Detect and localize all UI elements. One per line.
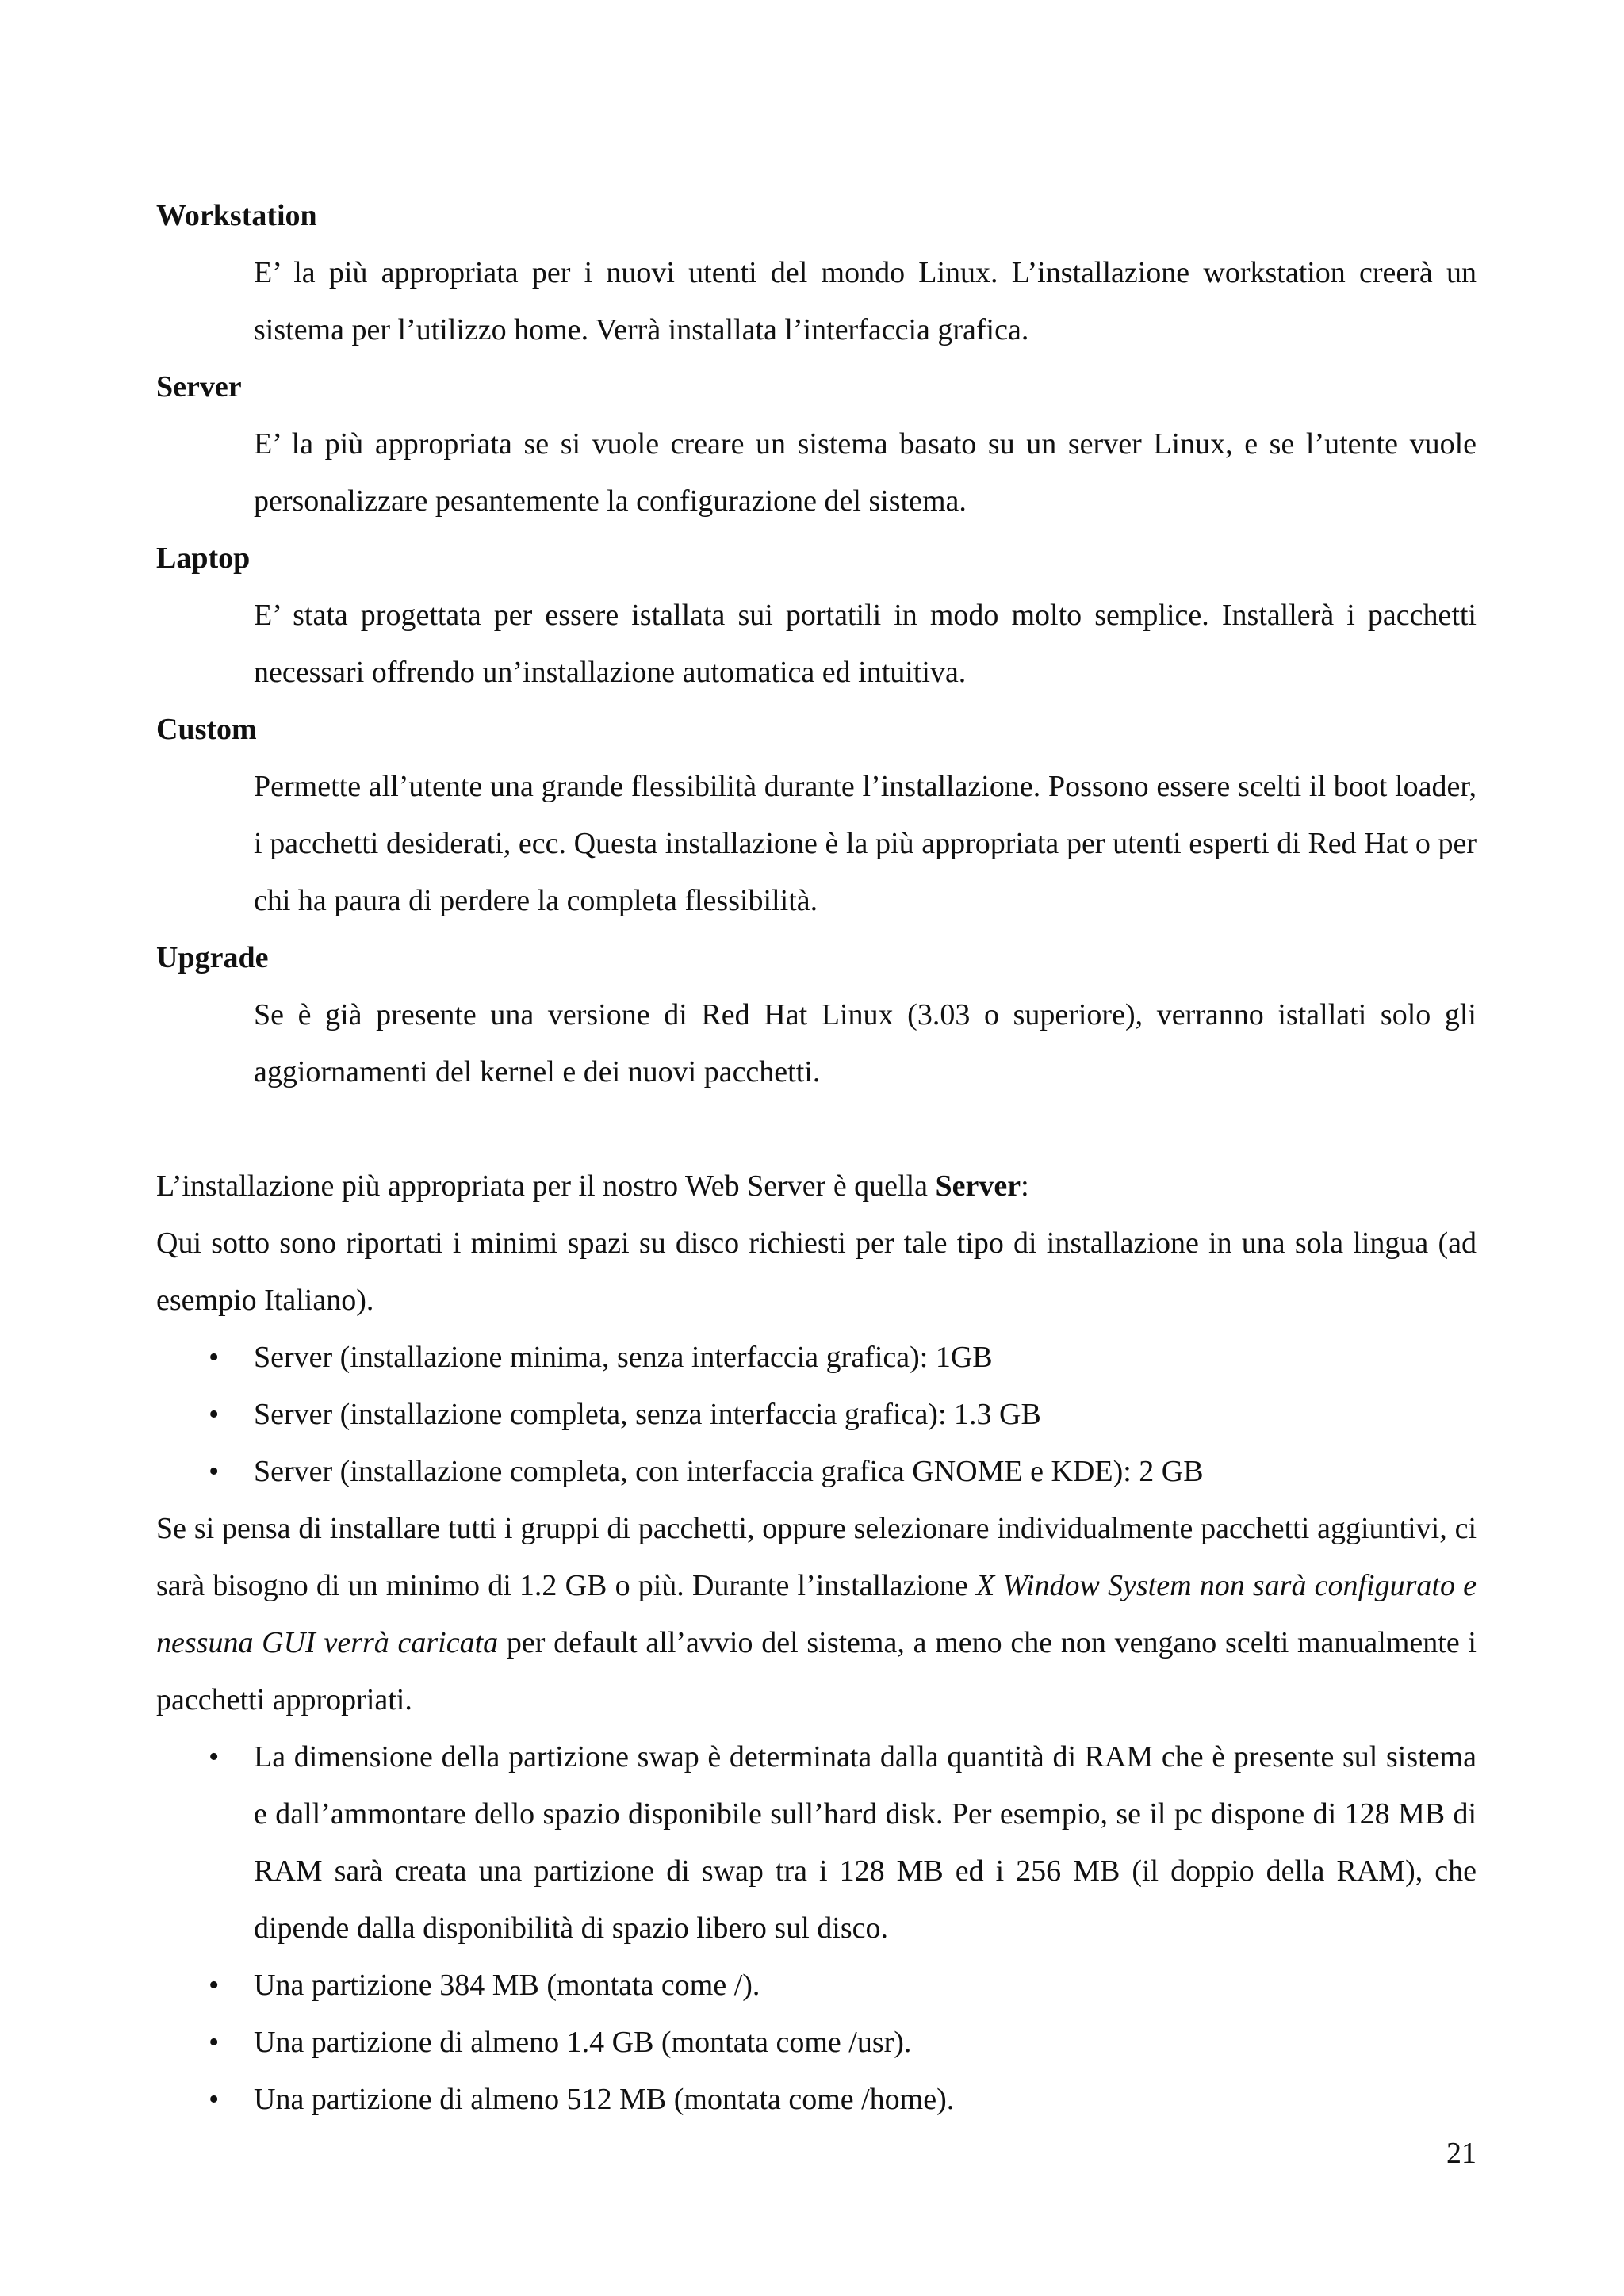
intro-paragraph — [156, 1158, 1477, 1215]
page-body — [156, 187, 1477, 2128]
spacer — [156, 1100, 1477, 1158]
list-item-text: Server (installazione completa, senza interfaccia grafica): 1.3 GB — [254, 1398, 1041, 1431]
list-item-text: Una partizione di almeno 512 MB (montata come /home). — [254, 2083, 955, 2116]
page-number: 21 — [1446, 2137, 1477, 2170]
bullet-icon: • — [209, 1740, 220, 1774]
installation-types-list — [156, 187, 1477, 1100]
description-upgrade: Se è già presente una versione di Red Hat Linux (3.03 o superiore), verranno istallati solo gli aggiornamenti del kernel e dei nuovi pacchetti. — [254, 998, 1477, 1089]
term-server: Server — [156, 370, 242, 404]
term-workstation: Workstation — [156, 199, 317, 232]
package-groups-paragraph — [156, 1500, 1477, 1728]
list-item — [156, 2071, 1477, 2128]
option-workstation — [156, 187, 1477, 358]
list-item-text: Server (installazione completa, con interfaccia grafica GNOME e KDE): 2 GB — [254, 1455, 1204, 1488]
groups-text-1: Se si pensa di installare tutti i gruppi di pacchetti, oppure selezionare individualmente pacchetti aggiuntivi, ci sarà bisogno di un minimo di 1.2 GB o più. Durante l’installazione — [156, 1512, 1477, 1602]
list-item-text: La dimensione della partizione swap è determinata dalla quantità di RAM che è presente sul sistema e dall’ammontare dello spazio disponibile sull’hard disk. Per esempio, se il pc dispone di 128 MB di RAM sarà creata una partizione di swap tra i 128 MB ed i 256 MB (il doppio della RAM), che dipende dalla disponibilità di spazio libero sul disco. — [254, 1740, 1477, 1945]
list-item — [156, 2014, 1477, 2071]
requirements-intro: Qui sotto sono riportati i minimi spazi su disco richiesti per tale tipo di installazione in una sola lingua (ad esempio Italiano). — [156, 1226, 1477, 1317]
intro-tail: : — [1021, 1169, 1029, 1203]
list-item — [156, 1443, 1477, 1500]
bullet-icon: • — [209, 1455, 220, 1488]
list-item — [156, 1728, 1477, 1957]
bullet-icon: • — [209, 1969, 220, 2002]
option-custom — [156, 701, 1477, 929]
term-upgrade: Upgrade — [156, 941, 269, 974]
list-item-text: Una partizione di almeno 1.4 GB (montata come /usr). — [254, 2026, 912, 2059]
partitions-list — [156, 1728, 1477, 2128]
list-item — [156, 1386, 1477, 1443]
groups-text-2: per default all’avvio del sistema, a meno che non vengano scelti manualmente i pacchetti appropriati. — [156, 1626, 1477, 1716]
intro-text: L’installazione più appropriata per il nostro Web Server è quella — [156, 1169, 936, 1203]
list-item-text: Una partizione 384 MB (montata come /). — [254, 1969, 760, 2002]
groups-text-italic: X Window System non sarà configurato e nessuna GUI verrà caricata — [156, 1569, 1477, 1659]
list-item-text: Server (installazione minima, senza interfaccia grafica): 1GB — [254, 1341, 993, 1374]
disk-requirements-list — [156, 1329, 1477, 1500]
description-laptop: E’ stata progettata per essere istallata sui portatili in modo molto semplice. Installerà i pacchetti necessari offrendo un’installazione automatica ed intuitiva. — [254, 599, 1477, 689]
bullet-icon: • — [209, 2026, 220, 2059]
term-laptop: Laptop — [156, 541, 251, 575]
bullet-icon: • — [209, 2083, 220, 2116]
intro-bold: Server — [935, 1169, 1021, 1203]
description-workstation: E’ la più appropriata per i nuovi utenti del mondo Linux. L’installazione workstation creerà un sistema per l’utilizzo home. Verrà installata l’interfaccia grafica. — [254, 256, 1477, 346]
bullet-icon: • — [209, 1398, 220, 1431]
bullet-icon: • — [209, 1341, 220, 1374]
term-custom: Custom — [156, 713, 257, 746]
description-custom: Permette all’utente una grande flessibilità durante l’installazione. Possono essere scelti il boot loader, i pacchetti desiderati, ecc. Questa installazione è la più appropriata per utenti esperti di Red Hat o per chi ha paura di perdere la completa flessibilità. — [254, 770, 1477, 917]
list-item — [156, 1329, 1477, 1386]
option-laptop — [156, 530, 1477, 701]
list-item — [156, 1957, 1477, 2014]
description-server: E’ la più appropriata se si vuole creare un sistema basato su un server Linux, e se l’utente vuole personalizzare pesantemente la configurazione del sistema. — [254, 427, 1477, 518]
option-upgrade — [156, 929, 1477, 1100]
option-server — [156, 358, 1477, 530]
